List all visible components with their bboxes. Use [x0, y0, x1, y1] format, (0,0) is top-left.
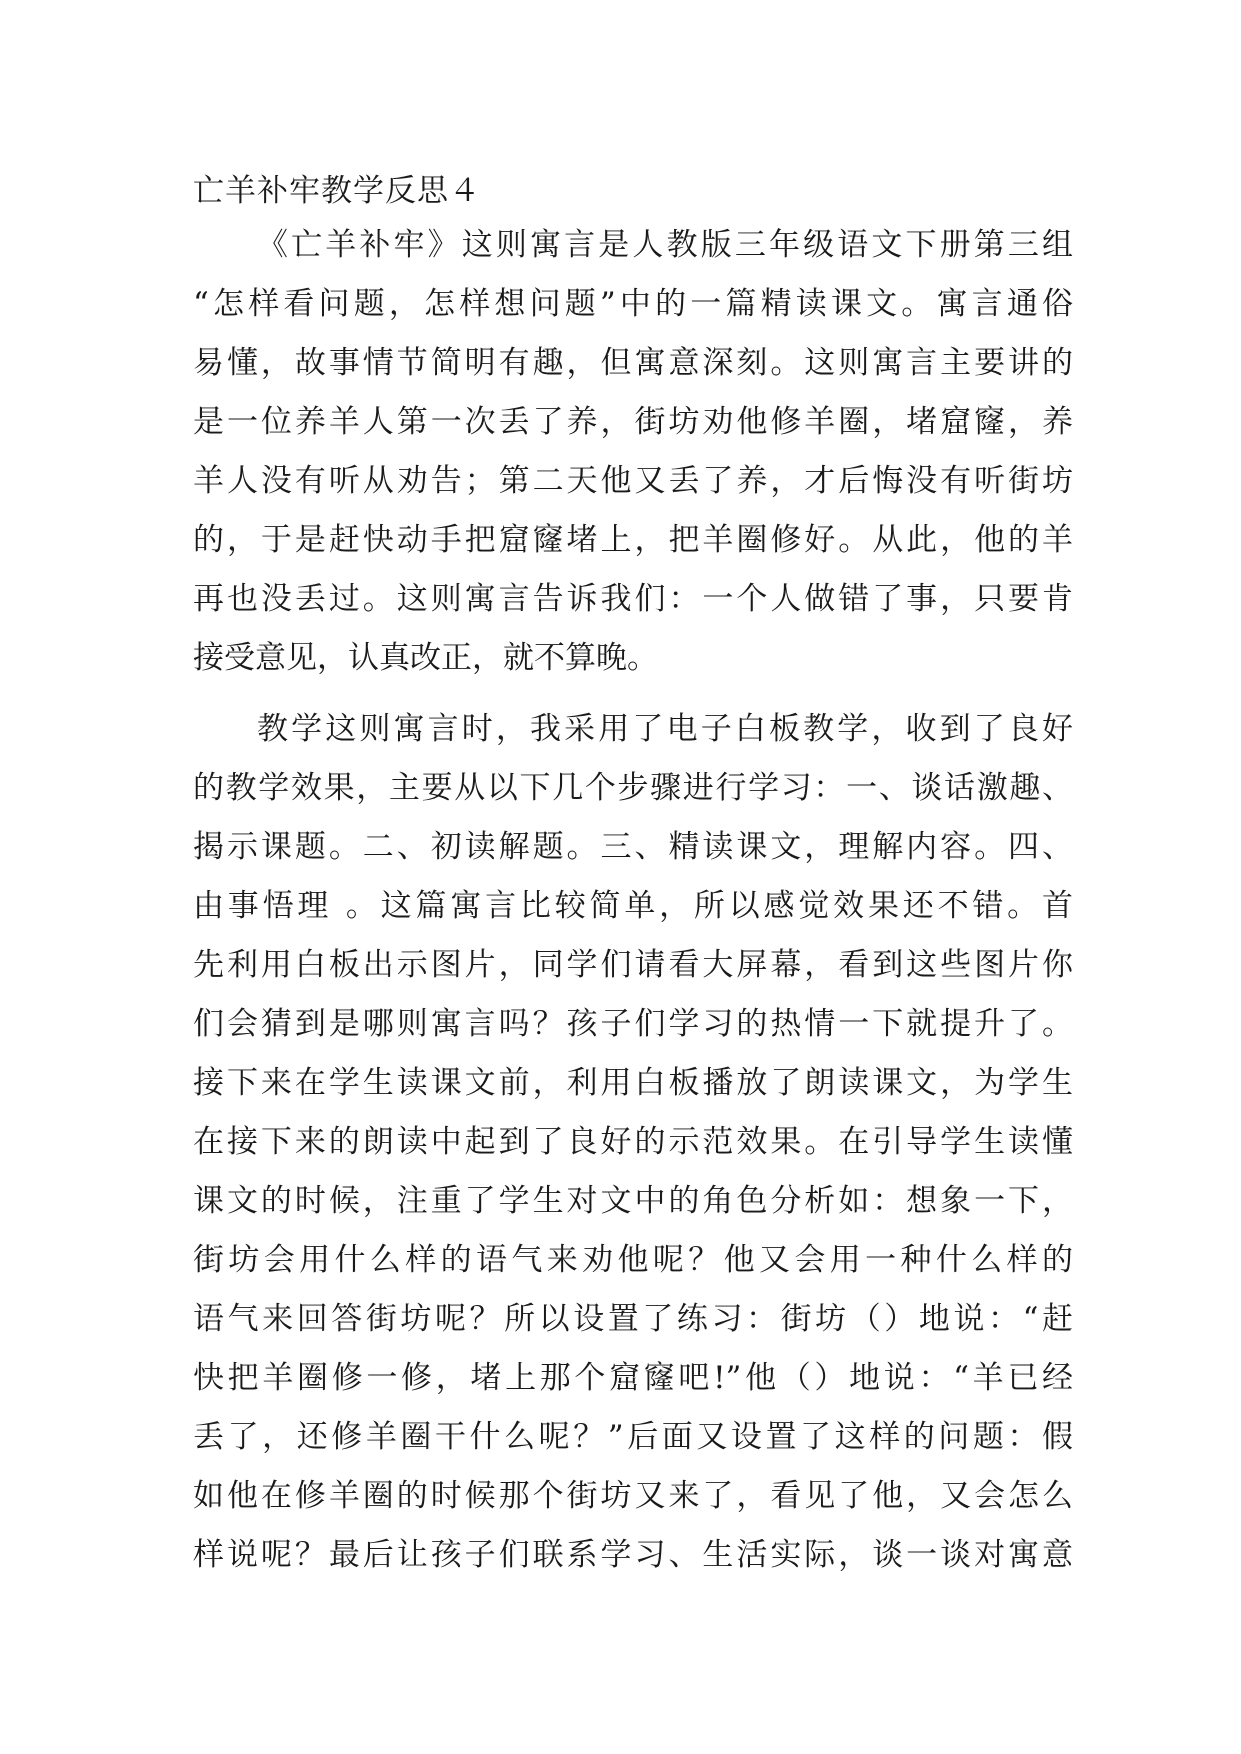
- paragraph-line: 易懂，故事情节简明有趣，但寓意深刻。这则寓言主要讲的: [193, 345, 1073, 381]
- paragraph-line: 快把羊圈修一修，堵上那个窟窿吧!”他（）地说：“羊已经: [193, 1360, 1073, 1396]
- paragraph-gap: [193, 688, 1073, 700]
- paragraph-line: 是一位养羊人第一次丢了养，街坊劝他修羊圈，堵窟窿，养: [193, 404, 1073, 440]
- paragraph-2: [193, 700, 1073, 1585]
- paragraph-line: 在接下来的朗读中起到了良好的示范效果。在引导学生读懂: [193, 1124, 1073, 1160]
- paragraph-line: 《亡羊补牢》这则寓言是人教版三年级语文下册第三组: [257, 227, 1073, 263]
- paragraph-line: 们会猜到是哪则寓言吗？孩子们学习的热情一下就提升了。: [193, 1006, 1073, 1042]
- paragraph-line: 课文的时候，注重了学生对文中的角色分析如：想象一下，: [193, 1183, 1073, 1219]
- paragraph-line: 的，于是赶快动手把窟窿堵上，把羊圈修好。从此，他的羊: [193, 522, 1073, 558]
- paragraph-line: 样说呢？最后让孩子们联系学习、生活实际，谈一谈对寓意: [193, 1537, 1073, 1573]
- paragraph-1: [193, 216, 1073, 688]
- paragraph-line: 语气来回答街坊呢？所以设置了练习：街坊（）地说：“赶: [193, 1301, 1073, 1337]
- paragraph-line: 再也没丢过。这则寓言告诉我们：一个人做错了事，只要肯: [193, 581, 1073, 617]
- paragraph-line: 丢了，还修羊圈干什么呢？”后面又设置了这样的问题：假: [193, 1419, 1073, 1455]
- paragraph-line: 揭示课题。二、初读解题。三、精读课文，理解内容。四、: [193, 829, 1073, 865]
- paragraph-line: 街坊会用什么样的语气来劝他呢？他又会用一种什么样的: [193, 1242, 1073, 1278]
- paragraph-line: 的教学效果，主要从以下几个步骤进行学习：一、谈话激趣、: [193, 770, 1073, 806]
- paragraph-line: 由事悟理 。这篇寓言比较简单，所以感觉效果还不错。首: [193, 888, 1073, 924]
- paragraph-line: 先利用白板出示图片，同学们请看大屏幕，看到这些图片你: [193, 947, 1073, 983]
- paragraph-line: 如他在修羊圈的时候那个街坊又来了，看见了他，又会怎么: [193, 1478, 1073, 1514]
- paragraph-line: 羊人没有听从劝告；第二天他又丢了养，才后悔没有听街坊: [193, 463, 1073, 499]
- paragraph-line: 教学这则寓言时，我采用了电子白板教学，收到了良好: [257, 711, 1073, 747]
- paragraph-line: 接受意见，认真改正，就不算晚。: [193, 640, 658, 676]
- paragraph-line: “怎样看问题，怎样想问题”中的一篇精读课文。寓言通俗: [193, 286, 1073, 322]
- document-title: 亡羊补牢教学反思４: [193, 173, 481, 209]
- document-body: [193, 216, 1073, 1585]
- paragraph-line: 接下来在学生读课文前，利用白板播放了朗读课文，为学生: [193, 1065, 1073, 1101]
